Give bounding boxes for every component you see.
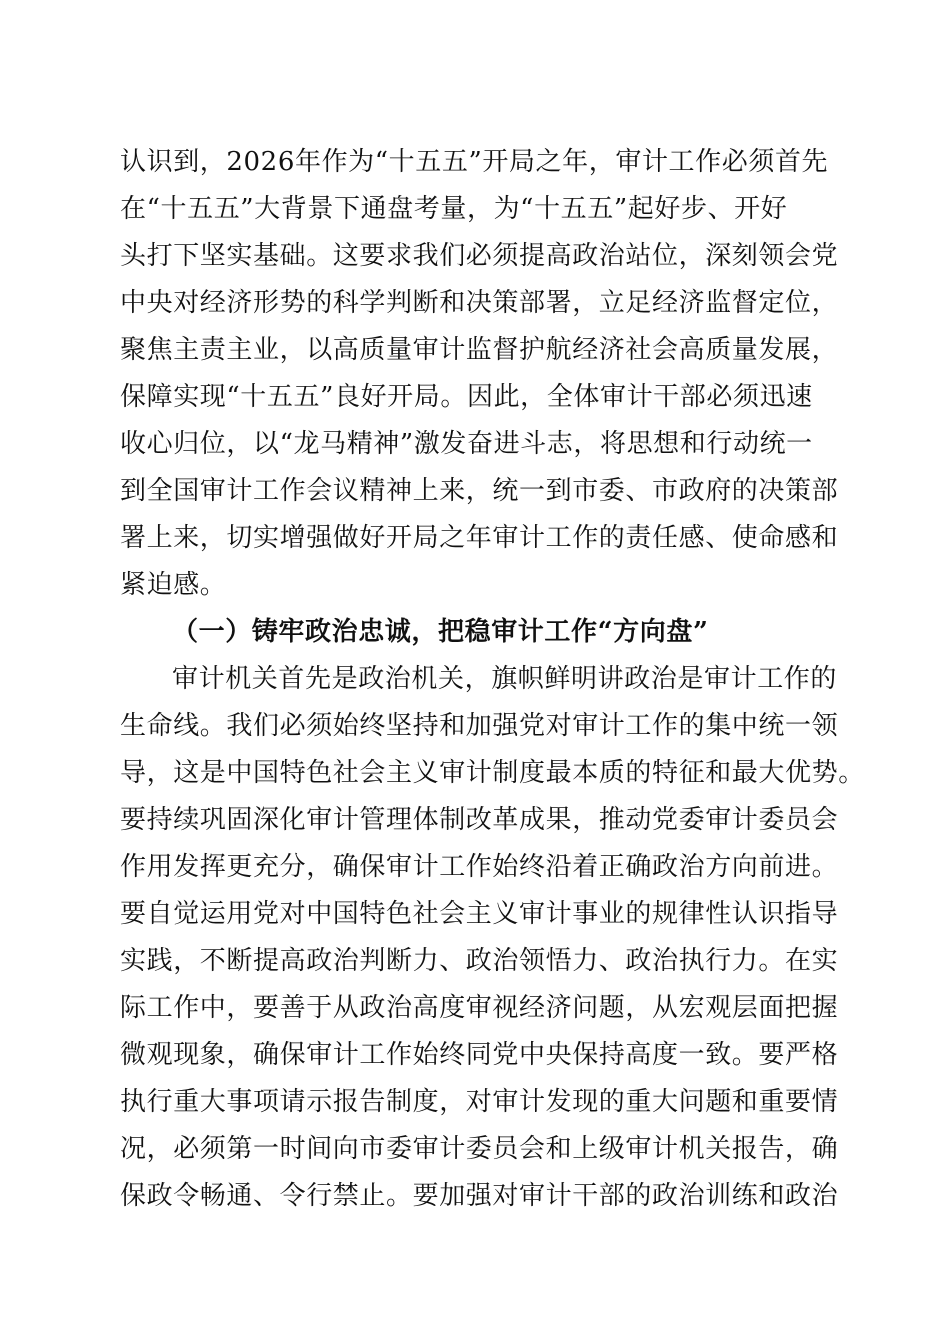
text-line: 到全国审计工作会议精神上来，统一到市委、市政府的决策部 xyxy=(120,476,839,506)
text-line: 况，必须第一时间向市委审计委员会和上级审计机关报告，确 xyxy=(120,1134,839,1164)
text-line: 收心归位，以“龙马精神”激发奋进斗志，将思想和行动统一 xyxy=(120,429,813,459)
text-line: 紧迫感。 xyxy=(120,570,227,600)
text-line: 审计机关首先是政治机关，旗帜鲜明讲政治是审计工作的 xyxy=(172,664,838,694)
section-heading: （一）铸牢政治忠诚，把稳审计工作“方向盘” xyxy=(172,617,709,647)
text-line: 微观现象，确保审计工作始终同党中央保持高度一致。要严格 xyxy=(120,1040,839,1070)
text-line: 保政令畅通、令行禁止。要加强对审计干部的政治训练和政治 xyxy=(120,1181,839,1211)
text-line: 作用发挥更充分，确保审计工作始终沿着正确政治方向前进。 xyxy=(120,852,839,882)
text-line: 要自觉运用党对中国特色社会主义审计事业的规律性认识指导 xyxy=(120,899,839,929)
text-line: 中央对经济形势的科学判断和决策部署，立足经济监督定位， xyxy=(120,288,839,318)
text-line: 执行重大事项请示报告制度，对审计发现的重大问题和重要情 xyxy=(120,1087,839,1117)
text-line: 头打下坚实基础。这要求我们必须提高政治站位，深刻领会党 xyxy=(120,241,839,271)
text-line: 要持续巩固深化审计管理体制改革成果，推动党委审计委员会 xyxy=(120,805,839,835)
text-line: 际工作中，要善于从政治高度审视经济问题，从宏观层面把握 xyxy=(120,993,839,1023)
text-line: 实践，不断提高政治判断力、政治领悟力、政治执行力。在实 xyxy=(120,946,839,976)
text-line: 认识到，2026年作为“十五五”开局之年，审计工作必须首先 xyxy=(120,147,829,177)
text-line: 署上来，切实增强做好开局之年审计工作的责任感、使命感和 xyxy=(120,523,839,553)
text-line: 在“十五五”大背景下通盘考量，为“十五五”起好步、开好 xyxy=(120,194,788,224)
text-line: 聚焦主责主业，以高质量审计监督护航经济社会高质量发展， xyxy=(120,335,839,365)
text-line: 生命线。我们必须始终坚持和加强党对审计工作的集中统一领 xyxy=(120,711,839,741)
text-line: 导，这是中国特色社会主义审计制度最本质的特征和最大优势。 xyxy=(120,758,865,788)
text-line: 保障实现“十五五”良好开局。因此，全体审计干部必须迅速 xyxy=(120,382,813,412)
